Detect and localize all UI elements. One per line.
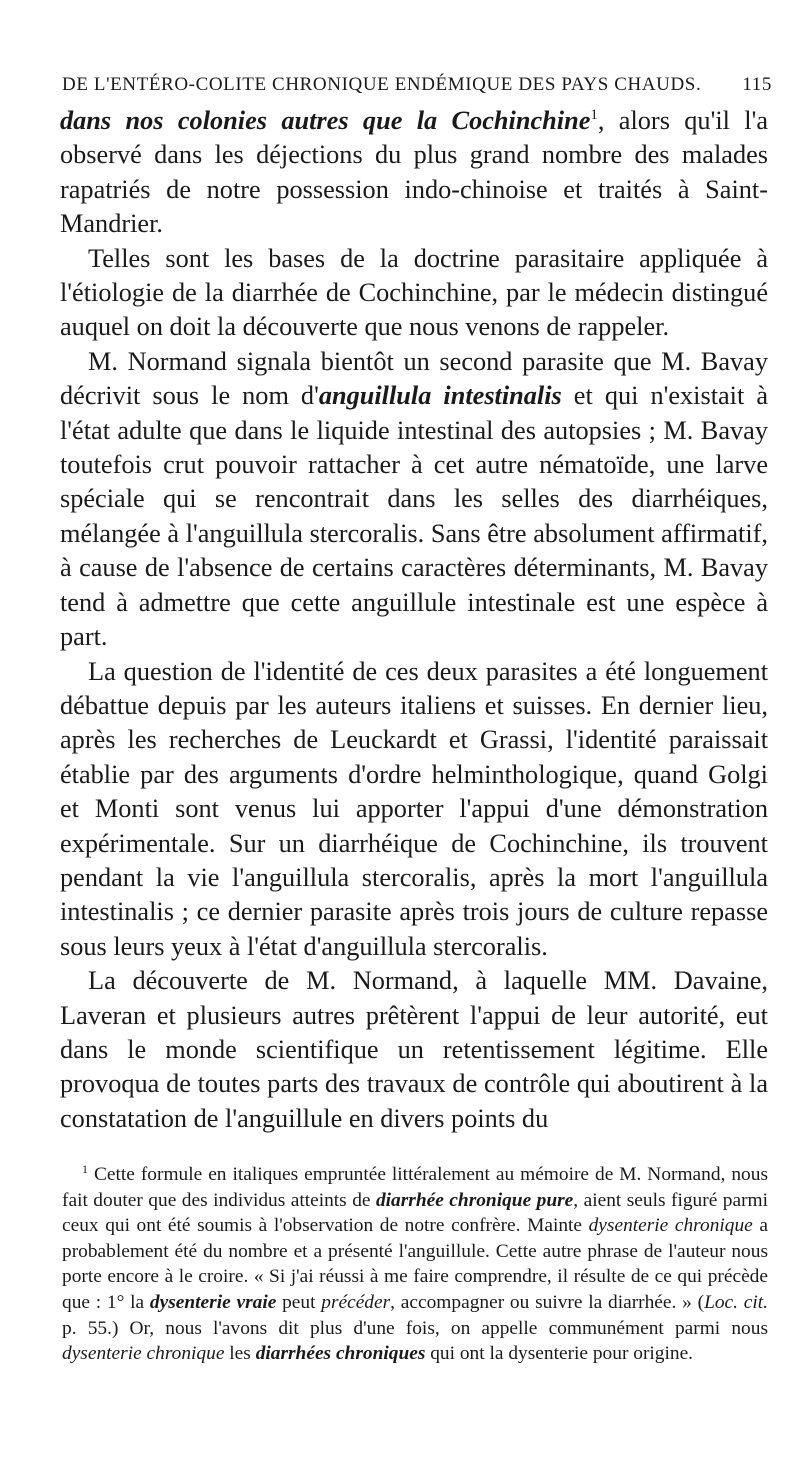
body-text	[60, 104, 768, 1136]
paragraph-5: La découverte de M. Normand, à laquelle MM. Davaine, Laveran et plusieurs autres prêtèrent l'appui de leur autorité, eut dans le monde scientifique un retentissement légitime. Elle provoqua de toutes parts des travaux de contrôle qui aboutirent à la constatation de l'anguillule en divers points du	[60, 966, 768, 1133]
footnote-italic: précéder	[321, 1291, 391, 1313]
footnote-text: a probablement été du nombre et a présenté l'anguillule. Cette autre phrase de l'auteur nous porte encore à le croire. « Si j'ai réussi à me faire comprendre, il résulte de ce qui précède que : 1° la	[62, 1215, 768, 1313]
footnote-reference: 1	[590, 107, 598, 123]
footnote-italic: dysenterie chronique	[62, 1343, 225, 1365]
paragraph-3-text-a: M. Normand signala bientôt un second parasite que M. Bavay décrivit sous le nom d'	[60, 346, 768, 411]
running-title: DE L'ENTÉRO-COLITE CHRONIQUE ENDÉMIQUE DES PAYS CHAUDS.	[62, 74, 702, 95]
footnote-text: qui ont la dysenterie pour origine.	[425, 1343, 694, 1365]
paragraph-3-italic: anguillula intestinalis	[318, 381, 562, 411]
paragraph-1-italic: dans nos colonies autres que la Cochinchine	[60, 106, 591, 135]
paragraph-4: La question de l'identité de ces deux parasites a été longuement débattue depuis par les auteurs italiens et suisses. En dernier lieu, après les recherches de Leuckardt et Grassi, l'identité paraissait établie par des arguments d'ordre helminthologique, quand Golgi et Monti sont venus lui apporter l'appui d'une démonstration expérimentale. Sur un diarrhéique de Cochinchine, ils trouvent pendant la vie l'anguillula stercoralis, après la mort l'anguillula intestinalis ; ce dernier parasite après trois jours de culture repasse sous leurs yeux à l'état d'anguillula stercoralis.	[60, 656, 768, 961]
paragraph-1	[60, 104, 768, 242]
footnote-text: les	[224, 1343, 256, 1365]
footnote-italic: diarrhées chroniques	[255, 1343, 426, 1365]
footnote-text: Cette formule en italiques empruntée littéralement au mémoire de M. Normand, nous fait douter que des individus atteints de	[62, 1164, 768, 1211]
paragraph-3	[60, 345, 768, 655]
footnote-italic: diarrhée chronique pure	[375, 1189, 574, 1211]
footnote-mark: 1	[82, 1162, 88, 1176]
page-number: 115	[742, 74, 772, 95]
footnote-italic: dysenterie chronique	[588, 1215, 753, 1237]
paragraph-2: Telles sont les bases de la doctrine parasitaire appliquée à l'étiologie de la diarrhée de Cochinchine, par le médecin distingué auquel on doit la découverte que nous venons de rappeler.	[60, 243, 768, 342]
footnote-italic: Loc. cit.	[704, 1291, 768, 1313]
footnote-text: p. 55.) Or, nous l'avons dit plus d'une fois, on appelle communément parmi nous	[62, 1317, 768, 1339]
footnote-block	[62, 1162, 768, 1367]
footnote-text: , aient seuls figuré parmi ceux qui ont été soumis à l'observation de notre confrère. Mainte	[62, 1189, 768, 1237]
footnote-text: peut	[276, 1291, 322, 1313]
footnote-1	[62, 1162, 768, 1367]
paragraph-3-text-c: et qui n'existait à l'état adulte que dans le liquide intestinal des autopsies ; M. Bavay toutefois crut pouvoir rattacher à cet autre nématoïde, une larve spéciale qui se rencontrait dans les selles des diarrhéiques, mélangée à l'anguillula stercoralis. Sans être absolument affirmatif, à cause de l'absence de certains caractères déterminants, M. Bavay tend à admettre que cette anguillule intestinale est une espèce à part.	[60, 381, 768, 652]
footnote-italic: dysenterie vraie	[149, 1291, 277, 1313]
paragraph-1-text: , alors qu'il l'a observé dans les déjections du plus grand nombre des malades rapatriés de notre possession indo-chinoise et traités à Saint-Mandrier.	[60, 106, 769, 239]
running-head	[62, 74, 772, 98]
footnote-text: , accompagner ou suivre la diarrhée. » (	[390, 1291, 705, 1313]
